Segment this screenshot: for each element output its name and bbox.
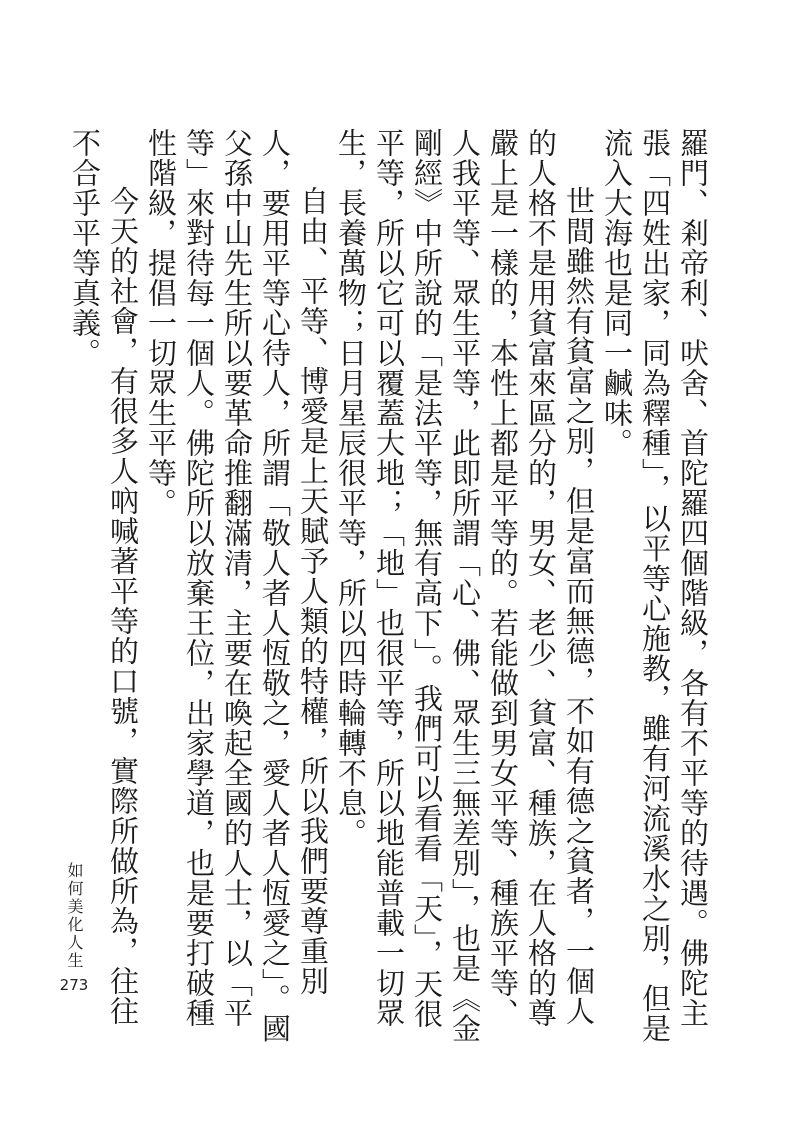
page-number: 273 [59,976,89,994]
page-footer [54,862,94,994]
paragraph: 世間雖然有貧富之別，但是富而無德，不如有德之貧者，一個人的人格不是用貧富來區分的，男女、老少、貧富、種族，在人格的尊嚴上是一樣的，本性上都是平等的。若能做到男女平等、種族平等、人我平等、眾生平等，此即所謂「心、佛、眾生三無差別」，也是《金剛經》中所說的「是法平等，無有高下」。我們可以看看「天」，天很平等，所以它可以覆蓋大地；「地」也很平等，所以地能普載一切眾生，長養萬物；日月星辰很平等，所以四時輪轉不息。 [334,128,596,1044]
running-book-title: 如何美化人生 [65,862,84,970]
paragraph: 今天的社會，有很多人吶喊著平等的口號，實際所做所為，往往不合乎平等真義。 [68,128,140,1026]
paragraph-continued: 羅門、剎帝利、吠舍、首陀羅四個階級，各有不平等的待遇。佛陀主張「四姓出家，同為釋種」，以平等心施教，雖有河流溪水之別，但是流入大海也是同一鹹味。 [600,128,710,1044]
paragraph: 自由、平等、博愛是上天賦予人類的特權，所以我們要尊重別人，要用平等心待人，所謂「敬人者人恆敬之，愛人者人恆愛之」。國父孫中山先生所以要革命推翻滿清，主要在喚起全國的人士，以「平等」來對待每一個人。佛陀所以放棄王位，出家學道，也是要打破種性階級，提倡一切眾生平等。 [144,128,330,1044]
